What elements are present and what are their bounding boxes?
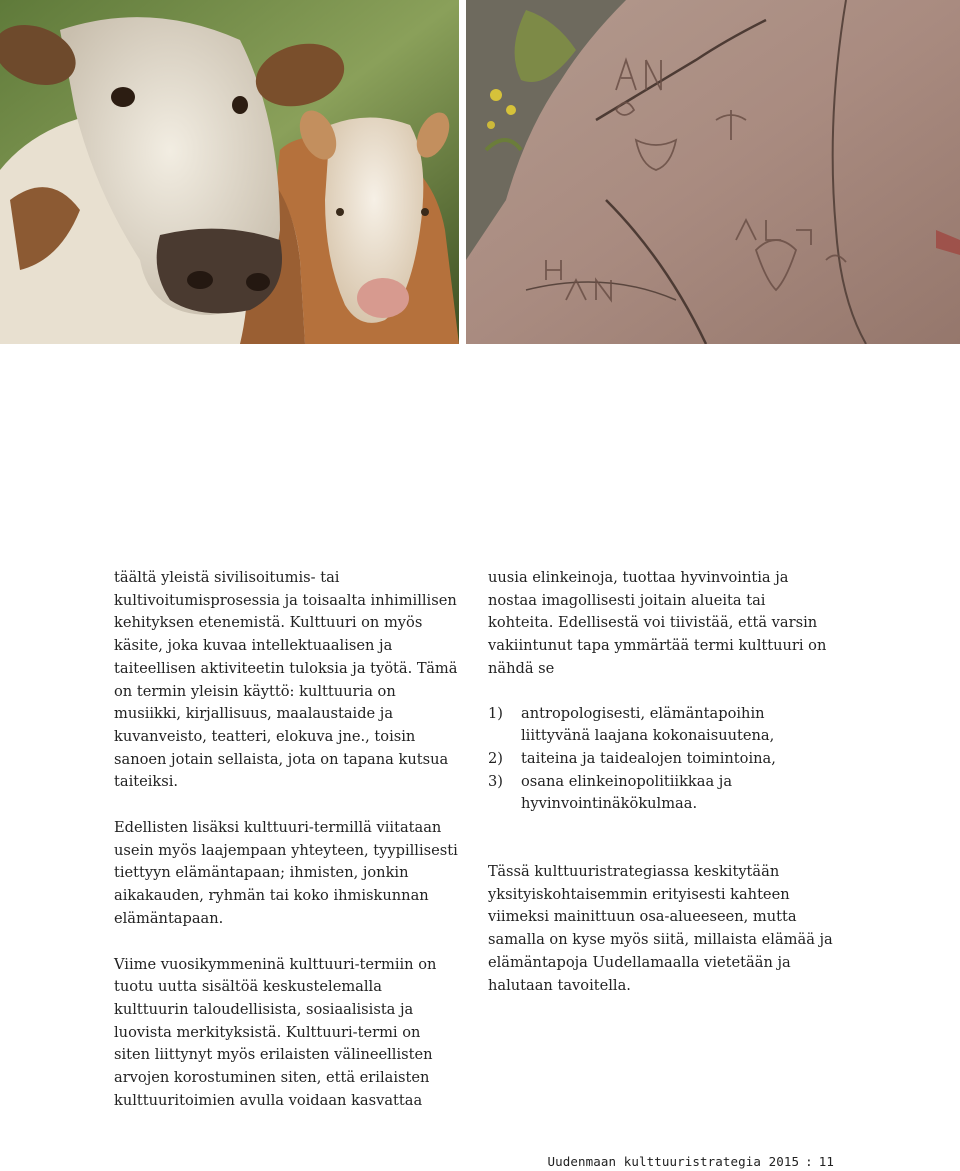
page-number: 11 bbox=[818, 1154, 834, 1169]
paragraph: uusia elinkeinoja, tuottaa hyvinvointia ja nostaa imagollisesti joitain alueita tai kohteita. Edellisestä voi tiivistää, että varsin vakiintunut tapa ymmärtää termi kulttuuri on nähdä se bbox=[488, 569, 827, 677]
list-text: taiteina ja taidealojen toimintoina, bbox=[521, 749, 776, 767]
list-text: osana elinkeinopolitiikkaa ja hyvinvointinäkökulmaa. bbox=[521, 772, 733, 813]
list-number: 3) bbox=[488, 772, 503, 790]
list-item bbox=[488, 771, 833, 816]
publication-title: Uudenmaan kulttuuristrategia 2015 bbox=[547, 1154, 800, 1169]
paragraph: täältä yleistä sivilisoitumis- tai kultivoitumisprosessia ja toisaalta inhimillisen kehityksen etenemistä. Kulttuuri on myös käsite, joka kuvaa intellektuaalisen ja taiteellisen aktiviteetin tuloksia ja työtä. Tämä on termin yleisin käyttö: kulttuuria on musiikki, kirjallisuus, maalaustaide ja kuvanveisto, teatteri, elokuva jne., toisin sanoen jotain sellaista, jota on tapana kutsua taiteiksi. bbox=[114, 569, 458, 791]
footer-separator: : bbox=[805, 1154, 813, 1169]
list-item bbox=[488, 703, 833, 748]
list-number: 2) bbox=[488, 749, 503, 767]
left-column bbox=[114, 567, 459, 1112]
list-number: 1) bbox=[488, 704, 503, 722]
list-item bbox=[488, 748, 833, 771]
paragraph: Viime vuosikymmeninä kulttuuri-termiin on tuotu uutta sisältöä keskustelemalla kulttuurin taloudellisista, sosiaalisista ja luovista merkityksistä. Kulttuuri-termi on siten liittynyt myös erilaisten välineellisten arvojen korostuminen siten, että erilaisten kulttuuritoimien avulla voidaan kasvattaa bbox=[114, 955, 437, 1109]
numbered-list bbox=[488, 703, 833, 817]
right-column bbox=[488, 567, 833, 997]
paragraph: Edellisten lisäksi kulttuuri-termillä viitataan usein myös laajempaan yhteyteen, tyypillisesti tiettyyn elämäntapaan; ihmisten, jonkin aikakauden, ryhmän tai koko ihmiskunnan elämäntapaan. bbox=[114, 819, 458, 927]
cows-photo bbox=[0, 0, 459, 344]
list-text: antropologisesti, elämäntapoihin liittyvänä laajana kokonaisuutena, bbox=[521, 704, 775, 745]
paragraph: Tässä kulttuuristrategiassa keskitytään yksityiskohtaisemmin erityisesti kahteen viimeksi mainittuun osa-alueeseen, mutta samalla on kyse myös siitä, millaista elämää ja elämäntapoja Uudellamaalla vietetään ja halutaan tavoitella. bbox=[488, 863, 833, 994]
page-footer bbox=[547, 1154, 834, 1169]
rock-carvings-photo bbox=[466, 0, 960, 344]
